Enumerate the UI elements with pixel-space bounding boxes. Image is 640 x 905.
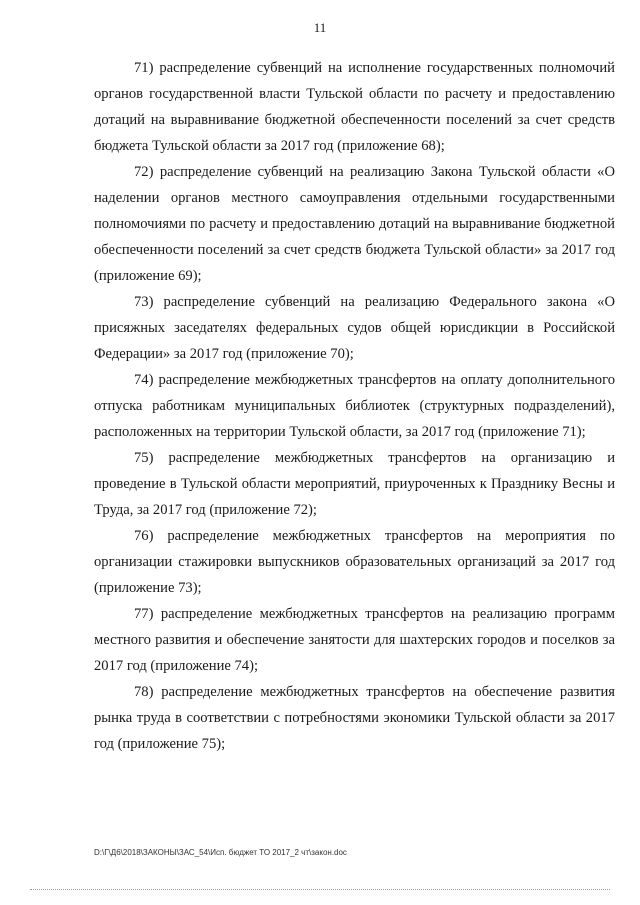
paragraph-76: 76) распределение межбюджетных трансфертов на мероприятия по организации стажировки выпускников образовательных организаций за 2017 год (приложение 73); — [94, 528, 615, 596]
paragraph-75: 75) распределение межбюджетных трансфертов на организацию и проведение в Тульской области мероприятий, приуроченных к Празднику Весны и Труда, за 2017 год (приложение 72); — [94, 450, 615, 518]
page-number: 11 — [313, 20, 327, 35]
document-body — [94, 55, 615, 757]
footer-file-path: D:\Г\Д6\2018\ЗАКОНЫ\ЗАС_54\Исп. бюджет ТО 2017_2 чт\закон.doc — [94, 848, 347, 857]
paragraph-71: 71) распределение субвенций на исполнение государственных полномочий органов государственной власти Тульской области по расчету и предоставлению дотаций на выравнивание бюджетной обеспеченности поселений за счет средств бюджета Тульской области за 2017 год (приложение 68); — [94, 60, 615, 154]
paragraph-73: 73) распределение субвенций на реализацию Федерального закона «О присяжных заседателях федеральных судов общей юрисдикции в Российской Федерации» за 2017 год (приложение 70); — [94, 294, 615, 362]
scan-artifact-line — [30, 889, 610, 890]
paragraph-78: 78) распределение межбюджетных трансфертов на обеспечение развития рынка труда в соответствии с потребностями экономики Тульской области за 2017 год (приложение 75); — [94, 684, 615, 752]
paragraph-77: 77) распределение межбюджетных трансфертов на реализацию программ местного развития и обеспечение занятости для шахтерских городов и поселков за 2017 год (приложение 74); — [94, 606, 615, 674]
paragraph-74: 74) распределение межбюджетных трансфертов на оплату дополнительного отпуска работникам муниципальных библиотек (структурных подразделений), расположенных на территории Тульской области, за 2017 год (приложение 71); — [94, 372, 615, 440]
paragraph-72: 72) распределение субвенций на реализацию Закона Тульской области «О наделении органов местного самоуправления отдельными государственными полномочиями по расчету и предоставлению дотаций на выравнивание бюджетной обеспеченности поселений за счет средств бюджета Тульской области» за 2017 год (приложение 69); — [94, 164, 615, 284]
